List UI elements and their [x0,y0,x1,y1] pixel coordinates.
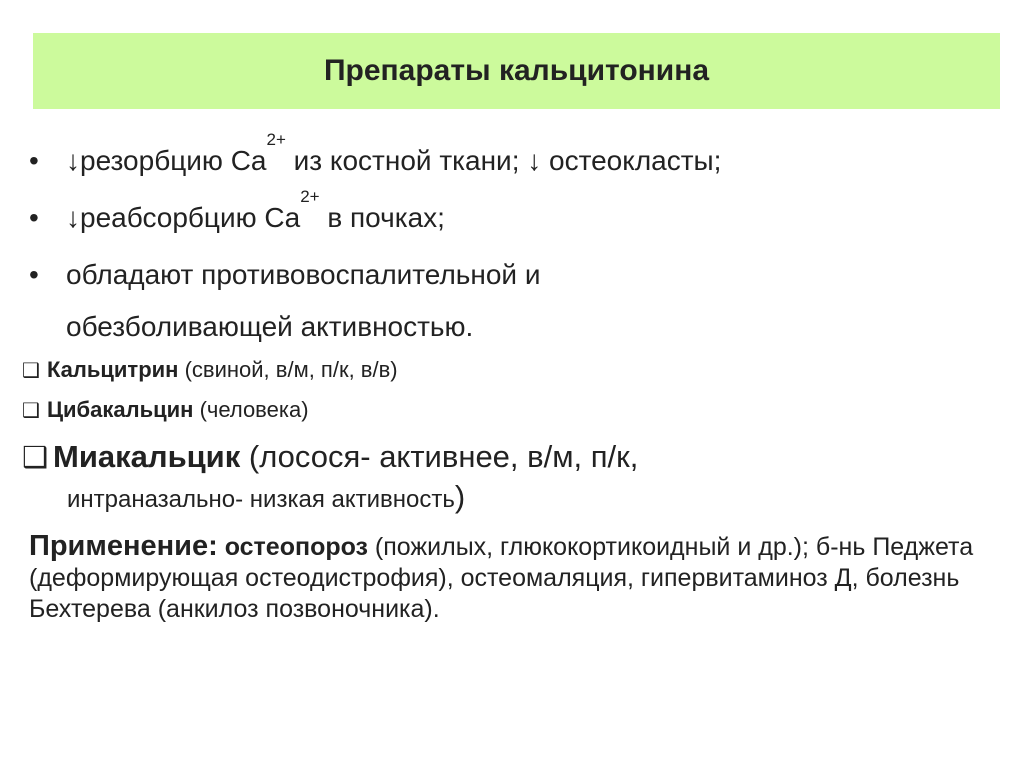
drug-item-cibacalcin [22,395,309,425]
bullet-text: ↓реабсорбцию $Ca^{2+}$ в почках; [66,187,445,233]
drug-text: Кальцитрин (свиной, в/м, п/к, в/в) [46,357,398,382]
bullet-text-line2: обезболивающей активностью. [66,311,474,342]
drug-text: Миакальцик (лосося- активнее, в/м, п/к, [53,439,639,474]
checkbox-icon: ❑ [22,398,40,422]
bullet-dot: • [29,259,39,290]
slide-title: Препараты кальцитонина [323,54,710,87]
checkbox-icon: ❑ [22,440,48,474]
drug-text: Цибакальцин (человека) [46,397,309,422]
usage-label: Применение: [29,530,218,562]
drug-item-calcitrin [22,355,398,385]
usage-text: (пожилых, глюкокортикоидный и др.); б-нь Педжета (деформирующая остеодистрофия), остеомаляция, гипервитаминоз Д, болезнь Бехтерева (анкилоз позвоночника). [29,533,974,623]
bullet-text-line1: обладают противовоспалительной и [66,259,541,290]
bullet-dot: • [29,145,39,176]
checkbox-icon: ❑ [22,358,40,382]
usage-paragraph [29,531,999,625]
drug-item-miacalcic [22,437,638,477]
title-banner [33,33,1000,109]
bullet-text: ↓резорбцию $Ca^{2+}$ из костной ткани; ↓ остеокласты; [66,130,722,176]
usage-term: остеопороз [224,533,368,561]
bullet-dot: • [29,202,39,233]
drug-miacalcic-continuation: интраназально- низкая активность) [67,479,466,514]
